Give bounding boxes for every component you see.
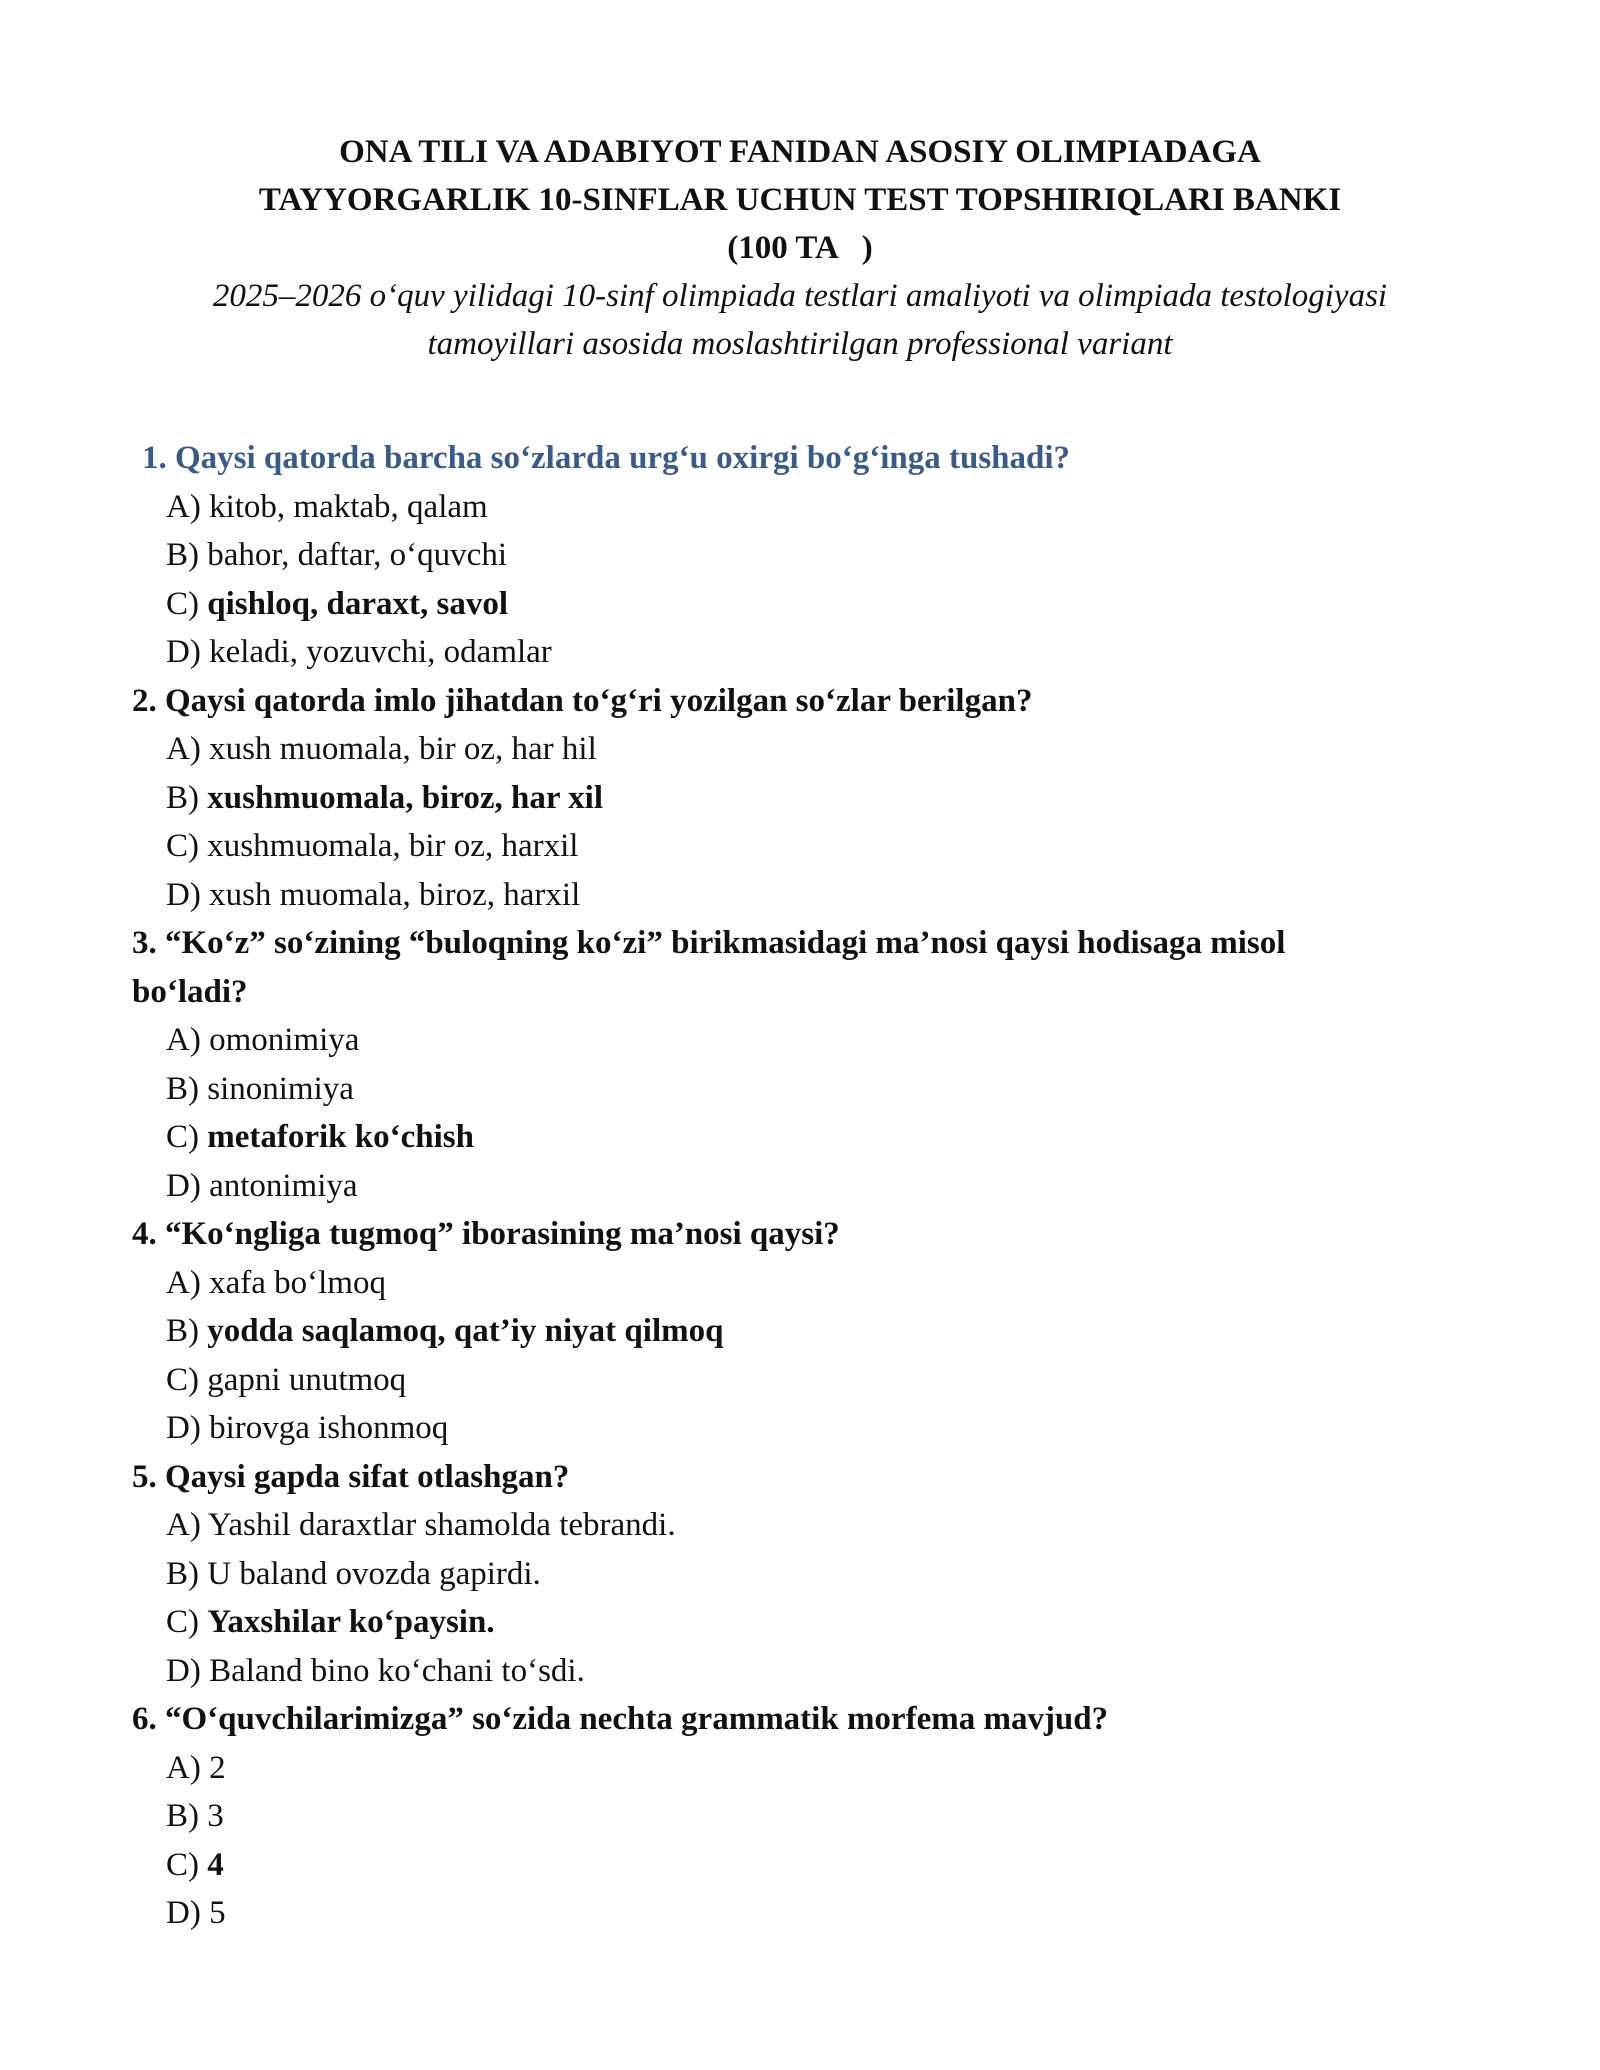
option-text: bahor, daftar, o‘quvchi [207, 537, 507, 573]
option-letter: D) [166, 1895, 201, 1931]
option-text: Yaxshilar ko‘paysin. [207, 1604, 495, 1640]
option-text: 3 [207, 1798, 224, 1834]
option-a [166, 1744, 1468, 1793]
option-letter: C) [166, 1846, 199, 1883]
document-header [132, 128, 1468, 368]
option-c [166, 580, 1468, 629]
question-text: 1. Qaysi qatorda barcha so‘zlarda urg‘u oxirgi bo‘g‘inga tushadi? [142, 440, 1071, 476]
title-line-2: TAYYORGARLIK 10-SINFLAR UCHUN TEST TOPSHIRIQLARI BANKI [258, 182, 1342, 218]
option-a [166, 1259, 1468, 1308]
option-letter: A) [166, 1022, 201, 1058]
option-a [166, 1016, 1468, 1065]
option-b [166, 1792, 1468, 1841]
option-text: kitob, maktab, qalam [209, 488, 488, 525]
option-text: U baland ovozda gapirdi. [207, 1555, 541, 1592]
option-letter: C) [166, 1361, 199, 1398]
option-c [166, 822, 1468, 871]
option-c [166, 1598, 1468, 1647]
option-letter: C) [166, 1119, 199, 1155]
option-text: Baland bino ko‘chani to‘sdi. [209, 1652, 585, 1689]
question-1 [132, 434, 1468, 677]
option-letter: B) [166, 1798, 199, 1834]
option-list [132, 1259, 1468, 1453]
title-line-1: ONA TILI VA ADABIYOT FANIDAN ASOSIY OLIMPIADAGA [339, 134, 1261, 170]
option-letter: A) [166, 1507, 201, 1543]
question-text-line-2: bo‘ladi? [132, 973, 248, 1010]
option-letter: B) [166, 1555, 199, 1592]
option-list [132, 1016, 1468, 1210]
option-letter: D) [166, 1167, 201, 1204]
question-2 [132, 677, 1468, 920]
option-a [166, 725, 1468, 774]
question-5 [132, 1453, 1468, 1696]
option-c [166, 1356, 1468, 1405]
option-letter: A) [166, 1264, 201, 1301]
option-text: gapni unutmoq [207, 1361, 407, 1398]
option-text: yodda saqlamoq, qat’iy niyat qilmoq [207, 1313, 724, 1349]
option-d [166, 1889, 1468, 1938]
question-list [132, 434, 1468, 1938]
option-letter: A) [166, 731, 201, 767]
option-letter: D) [166, 1410, 201, 1446]
option-b [166, 774, 1468, 823]
option-d [166, 1404, 1468, 1453]
option-letter: B) [166, 1313, 199, 1349]
option-text: xafa bo‘lmoq [209, 1264, 386, 1301]
option-c [166, 1841, 1468, 1890]
option-b [166, 1550, 1468, 1599]
option-text: birovga ishonmoq [209, 1410, 449, 1446]
option-letter: C) [166, 828, 199, 864]
question-text: 6. “O‘quvchilarimizga” so‘zida nechta grammatik morfema mavjud? [132, 1701, 1109, 1737]
option-text: sinonimiya [207, 1070, 354, 1107]
option-d [166, 1162, 1468, 1211]
option-text: 5 [209, 1895, 226, 1931]
option-c [166, 1113, 1468, 1162]
option-list [132, 725, 1468, 919]
option-letter: B) [166, 537, 199, 573]
option-b [166, 1065, 1468, 1114]
option-text: xushmuomala, biroz, har xil [207, 779, 604, 816]
option-letter: B) [166, 779, 199, 816]
option-letter: D) [166, 634, 201, 670]
option-letter: D) [166, 876, 201, 913]
question-text: 5. Qaysi gapda sifat otlashgan? [132, 1458, 570, 1495]
option-text: antonimiya [209, 1167, 358, 1204]
title-line-3: (100 TA ) [727, 230, 873, 266]
option-text: xush muomala, biroz, harxil [209, 876, 581, 913]
question-6 [132, 1695, 1468, 1938]
option-letter: A) [166, 1749, 201, 1786]
subtitle-line-1: 2025–2026 o‘quv yilidagi 10-sinf olimpiada testlari amaliyoti va olimpiada testologiyasi [212, 278, 1388, 314]
option-a [166, 483, 1468, 532]
option-list [132, 483, 1468, 677]
option-text: qishloq, daraxt, savol [207, 585, 508, 622]
option-b [166, 531, 1468, 580]
option-list [132, 1501, 1468, 1695]
option-d [166, 628, 1468, 677]
option-d [166, 1647, 1468, 1696]
option-b [166, 1307, 1468, 1356]
subtitle-line-2: tamoyillari asosida moslashtirilgan professional variant [427, 326, 1173, 362]
option-text: omonimiya [209, 1022, 360, 1058]
option-d [166, 871, 1468, 920]
option-letter: C) [166, 585, 199, 622]
option-letter: C) [166, 1604, 199, 1640]
option-text: Yashil daraxtlar shamolda tebrandi. [207, 1507, 676, 1543]
question-4 [132, 1210, 1468, 1453]
option-text: 2 [209, 1749, 226, 1786]
option-text: keladi, yozuvchi, odamlar [209, 634, 552, 670]
question-3 [132, 919, 1468, 1210]
option-text: 4 [207, 1846, 224, 1883]
option-a [166, 1501, 1468, 1550]
option-text: xush muomala, bir oz, har hil [209, 731, 597, 767]
option-letter: A) [166, 488, 201, 525]
option-text: metaforik ko‘chish [207, 1119, 474, 1155]
option-text: xushmuomala, bir oz, harxil [207, 828, 579, 864]
option-letter: B) [166, 1070, 199, 1107]
question-text-line-1: 3. “Ko‘z” so‘zining “buloqning ko‘zi” birikmasidagi ma’nosi qaysi hodisaga misol [132, 925, 1286, 961]
question-text: 2. Qaysi qatorda imlo jihatdan to‘g‘ri yozilgan so‘zlar berilgan? [132, 682, 1033, 719]
option-list [132, 1744, 1468, 1938]
question-text: 4. “Ko‘ngliga tugmoq” iborasining ma’nosi qaysi? [132, 1216, 840, 1252]
option-letter: D) [166, 1652, 201, 1689]
